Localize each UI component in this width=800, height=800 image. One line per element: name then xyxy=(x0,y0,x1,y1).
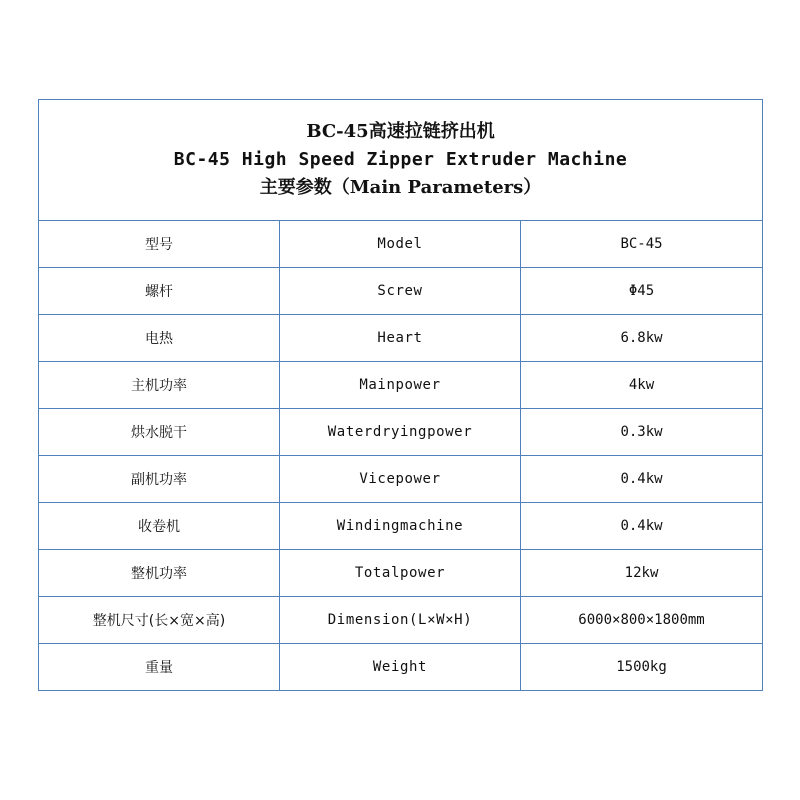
param-name-cn: 主机功率 xyxy=(39,362,280,409)
table-row xyxy=(39,644,763,691)
param-value: 0.4kw xyxy=(521,456,763,503)
table-row xyxy=(39,456,763,503)
title-english: BC-45 High Speed Zipper Extruder Machine xyxy=(173,149,628,170)
parameters-table xyxy=(38,99,763,691)
table-row xyxy=(39,550,763,597)
param-name-cn: 整机尺寸(长×宽×高) xyxy=(39,597,280,644)
param-name-cn: 收卷机 xyxy=(39,503,280,550)
param-value: BC-45 xyxy=(521,221,763,268)
title-subtitle: 主要参数（Main Parameters） xyxy=(259,177,542,198)
param-name-en: Heart xyxy=(280,315,521,362)
param-value: 6.8kw xyxy=(521,315,763,362)
param-value: Φ45 xyxy=(521,268,763,315)
param-name-en: Totalpower xyxy=(280,550,521,597)
param-name-en: Screw xyxy=(280,268,521,315)
param-value: 0.4kw xyxy=(521,503,763,550)
table-row xyxy=(39,221,763,268)
table-row xyxy=(39,268,763,315)
table-row xyxy=(39,503,763,550)
table-row xyxy=(39,409,763,456)
param-name-en: Weight xyxy=(280,644,521,691)
param-name-cn: 电热 xyxy=(39,315,280,362)
param-name-en: Vicepower xyxy=(280,456,521,503)
param-name-cn: 烘水脱干 xyxy=(39,409,280,456)
title-chinese: BC-45高速拉链挤出机 xyxy=(306,121,495,142)
param-value: 12kw xyxy=(521,550,763,597)
param-name-en: Mainpower xyxy=(280,362,521,409)
param-name-en: Waterdryingpower xyxy=(280,409,521,456)
title-row xyxy=(39,100,763,221)
param-value: 1500kg xyxy=(521,644,763,691)
param-name-cn: 螺杆 xyxy=(39,268,280,315)
param-value: 0.3kw xyxy=(521,409,763,456)
table-row xyxy=(39,362,763,409)
param-name-cn: 副机功率 xyxy=(39,456,280,503)
param-name-cn: 重量 xyxy=(39,644,280,691)
param-value: 6000×800×1800mm xyxy=(521,597,763,644)
param-value: 4kw xyxy=(521,362,763,409)
param-name-en: Model xyxy=(280,221,521,268)
param-name-cn: 型号 xyxy=(39,221,280,268)
param-name-en: Windingmachine xyxy=(280,503,521,550)
param-name-cn: 整机功率 xyxy=(39,550,280,597)
param-name-en: Dimension(L×W×H) xyxy=(280,597,521,644)
table-title xyxy=(39,100,763,221)
table-row xyxy=(39,597,763,644)
table-row xyxy=(39,315,763,362)
